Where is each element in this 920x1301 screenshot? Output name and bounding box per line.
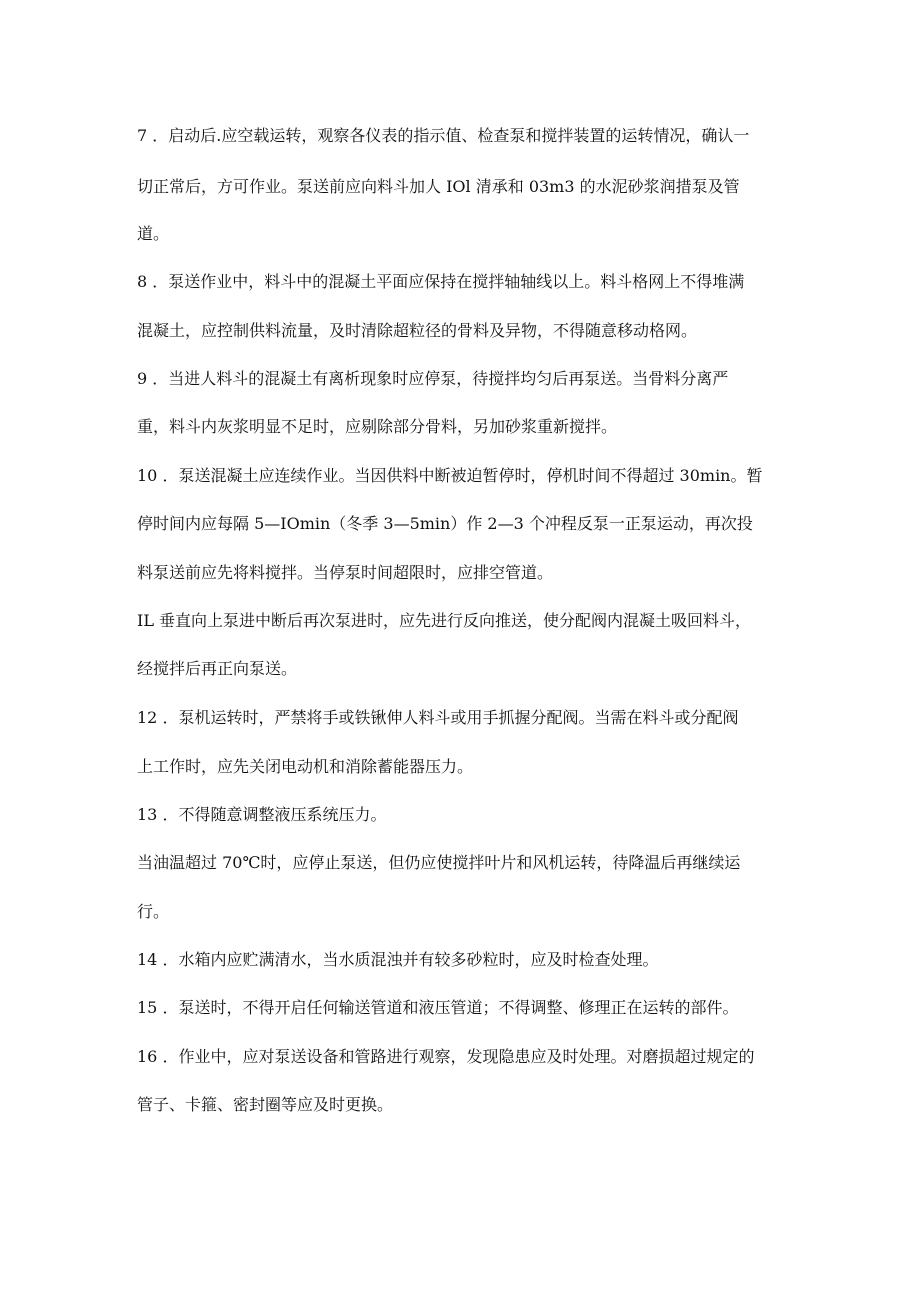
text-line: 管子、卡箍、密封圈等应及时更换。 [137, 1095, 394, 1114]
text-line: 停时间内应每隔 5—IOmin（冬季 3—5min）作 2—3 个冲程反泵一正泵运动，再次投 [137, 514, 753, 533]
text-line: 上工作时，应先关闭电动机和消除蓄能器压力。 [137, 757, 474, 776]
text-line: 10 ．泵送混凝土应连续作业。当因供料中断被迫暂停时，停机时间不得超过 30min。暂 [137, 466, 763, 485]
text-line: 行。 [137, 902, 170, 921]
text-line: 当油温超过 70℃时，应停止泵送，但仍应使搅拌叶片和风机运转，待降温后再继续运 [137, 853, 741, 872]
text-line: 16 ．作业中，应对泵送设备和管路进行观察，发现隐患应及时处理。对磨损超过规定的 [137, 1047, 755, 1066]
text-line: 7 ．启动后.应空载运转，观察各仪表的指示值、检查泵和搅拌装置的运转情况，确认一 [137, 126, 750, 145]
text-line: 切正常后，方可作业。泵送前应向料斗加人 IOl 清承和 03m3 的水泥砂浆润措泵及管 [137, 177, 740, 196]
text-line: 15 ．泵送时，不得开启任何输送管道和液压管道；不得调整、修理正在运转的部件。 [137, 998, 739, 1017]
text-line: 混凝土，应控制供料流量，及时清除超粒径的骨料及异物，不得随意移动格网。 [137, 321, 698, 340]
text-line: IL 垂直向上泵进中断后再次泵进时，应先进行反向推送，使分配阀内混凝土吸回料斗， [137, 611, 752, 630]
text-line: 12 ．泵机运转时，严禁将手或铁锹伸人料斗或用手抓握分配阀。当需在料斗或分配阀 [137, 708, 739, 727]
text-line: 13 ．不得随意调整液压系统压力。 [137, 805, 387, 824]
text-line: 经搅拌后再正向泵送。 [137, 659, 298, 678]
text-line: 9 ．当进人料斗的混凝土有离析现象时应停泵，待搅拌均匀后再泵送。当骨料分离严 [137, 369, 729, 388]
text-line: 料泵送前应先将料搅拌。当停泵时间超限时，应排空管道。 [137, 563, 554, 582]
text-line: 道。 [137, 224, 170, 243]
text-line: 重，料斗内灰浆明显不足时，应剔除部分骨料，另加砂浆重新搅拌。 [137, 417, 618, 436]
text-line: 8 ．泵送作业中，料斗中的混凝土平面应保持在搅拌轴轴线以上。料斗格网上不得堆满 [137, 272, 745, 291]
text-line: 14 ．水箱内应贮满清水，当水质混浊并有较多砂粒时，应及时检查处理。 [137, 950, 659, 969]
